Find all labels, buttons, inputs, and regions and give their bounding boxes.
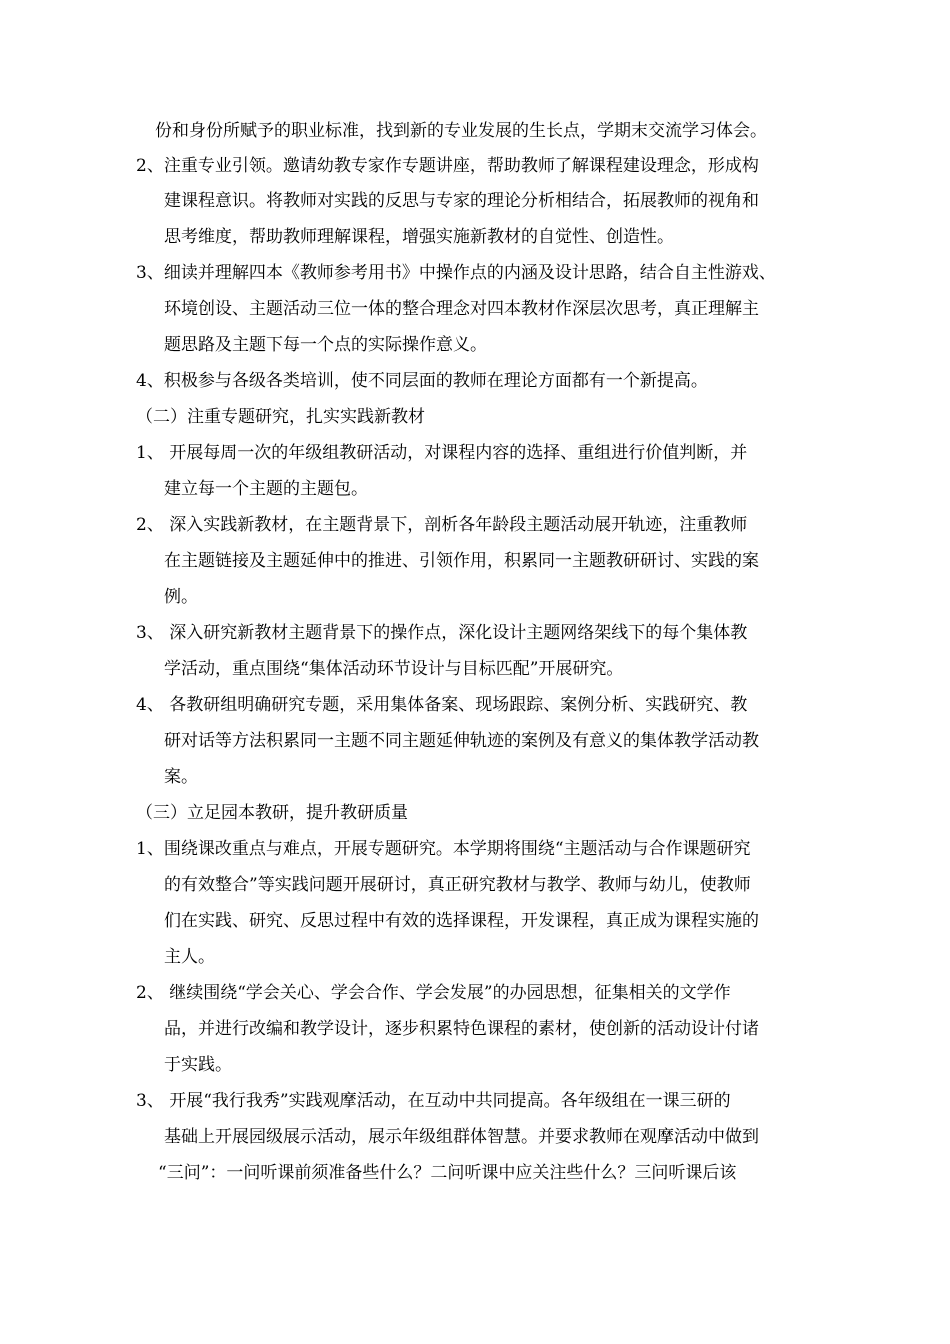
section-heading: （二）注重专题研究，扎实实践新教材 (136, 407, 425, 427)
list-item-title: 2、 深入实践新教材，在主题背景下，剖析各年龄段主题活动展开轨迹，注重教师 (136, 515, 748, 535)
list-item-title: 3、 开展“我行我秀”实践观摩活动，在互动中共同提高。各年级组在一课三研的 (136, 1091, 731, 1111)
text-line: 们在实践、研究、反思过程中有效的选择课程，开发课程，真正成为课程实施的 (164, 911, 759, 931)
text-line: 学活动，重点围绕“集体活动环节设计与目标匹配”开展研究。 (164, 659, 624, 679)
text-line: 基础上开展园级展示活动，展示年级组群体智慧。并要求教师在观摩活动中做到 (164, 1127, 759, 1147)
text-line: 主人。 (164, 947, 215, 967)
list-item-title: 1、围绕课改重点与难点，开展专题研究。本学期将围绕“主题活动与合作课题研究 (136, 839, 751, 859)
text-line: 题思路及主题下每一个点的实际操作意义。 (164, 335, 487, 355)
list-item-title: 3、细读并理解四本《教师参考用书》中操作点的内涵及设计思路，结合自主性游戏、 (136, 263, 776, 283)
section-heading: （三）立足园本教研，提升教研质量 (136, 803, 408, 823)
text-line: 环境创设、主题活动三位一体的整合理念对四本教材作深层次思考，真正理解主 (164, 299, 759, 319)
text-line: 份和身份所赋予的职业标准，找到新的专业发展的生长点，学期末交流学习体会。 (155, 121, 767, 141)
list-item-title: 2、 继续围绕“学会关心、学会合作、学会发展”的办园思想，征集相关的文学作 (136, 983, 731, 1003)
text-line: “三问”：一问听课前须准备些什么？二问听课中应关注些什么？三问听课后该 (158, 1163, 737, 1183)
text-line: 在主题链接及主题延伸中的推进、引领作用，积累同一主题教研研讨、实践的案 (164, 551, 759, 571)
text-line: 的有效整合”等实践问题开展研讨，真正研究教材与教学、教师与幼儿，使教师 (164, 875, 751, 895)
text-line: 品，并进行改编和教学设计，逐步积累特色课程的素材，使创新的活动设计付诸 (164, 1019, 759, 1039)
text-line: 研对话等方法积累同一主题不同主题延伸轨迹的案例及有意义的集体教学活动教 (164, 731, 759, 751)
list-item-title: 4、 各教研组明确研究专题，采用集体备案、现场跟踪、案例分析、实践研究、教 (136, 695, 748, 715)
list-item-title: 1、 开展每周一次的年级组教研活动，对课程内容的选择、重组进行价值判断，并 (136, 443, 748, 463)
list-item-title: 3、 深入研究新教材主题背景下的操作点，深化设计主题网络架线下的每个集体教 (136, 623, 748, 643)
text-line: 建课程意识。将教师对实践的反思与专家的理论分析相结合，拓展教师的视角和 (164, 191, 759, 211)
text-line: 建立每一个主题的主题包。 (164, 479, 368, 499)
text-line: 例。 (164, 587, 198, 607)
text-line: 于实践。 (164, 1055, 232, 1075)
list-item-title: 2、注重专业引领。邀请幼教专家作专题讲座，帮助教师了解课程建设理念，形成构 (136, 156, 759, 176)
list-item-title: 4、积极参与各级各类培训，使不同层面的教师在理论方面都有一个新提高。 (136, 371, 708, 391)
text-line: 案。 (164, 767, 198, 787)
text-line: 思考维度，帮助教师理解课程，增强实施新教材的自觉性、创造性。 (164, 227, 674, 247)
